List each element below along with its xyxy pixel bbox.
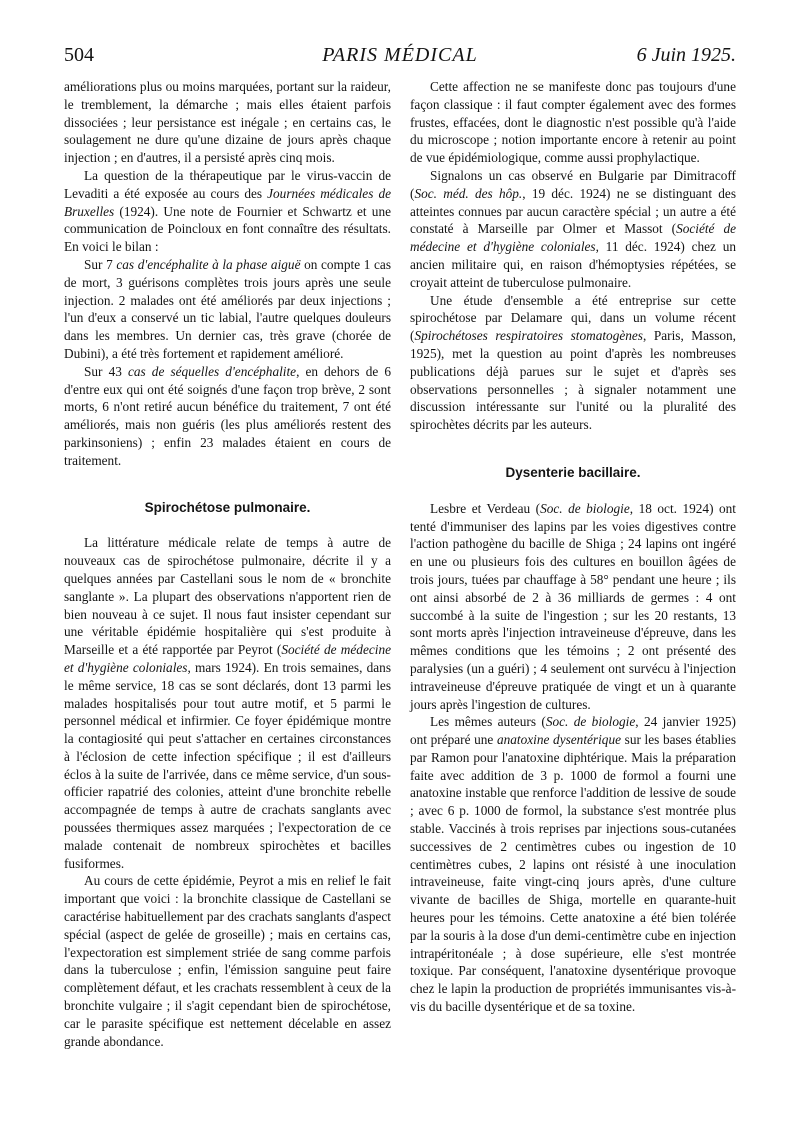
paragraph: Lesbre et Verdeau (Soc. de biologie, 18 oct. 1924) ont tenté d'immuniser des lapins par les voies digestives contre l'action pathogène du bacille de Shiga ; 24 lapins ont ingéré en une ou plusieurs fois des cultures en bouillon âgées de trois jours, tuées par chauffage à 58° pendant une heure ; ils ont ainsi absorbé de 2 à 36 milliards de germes : 4 ont succombé à la suite de l'ingestion ; sur les 20 restants, 13 sont morts après l'injection intraveineuse d'épreuve, dans les mêmes conditions que les témoins ; 2 ont présenté des paralysies (un a guéri) ; 4 seulement ont survécu à l'injection intraveineuse d'épreuve pratiquée de vingt et un à quarante jours après l'ingestion de cultures. xyxy=(410,500,736,712)
left-column xyxy=(64,78,391,1050)
right-column xyxy=(410,78,736,1016)
paragraph: Signalons un cas observé en Bulgarie par Dimitracoff (Soc. méd. des hôp., 19 déc. 1924) ne se distinguant des atteintes connues par aucun caractère spécial ; un autre a été constaté à Marseille par Olmer et Massot (Société de médecine et d'hygiène coloniales, 11 déc. 1924) chez un ancien militaire qui, en raison d'hémoptysies répétées, se croyait atteint de tuberculose pulmonaire. xyxy=(410,167,737,290)
section-title: Dysenterie bacillaire. xyxy=(505,464,641,480)
paragraph: améliorations plus ou moins marquées, portant sur la raideur, le tremblement, la démarche ; mais elles étaient parfois dissociées ; leur persistance est inégale ; en certains cas, le soulagement ne dure qu'une dizaine de jours après chaque injection ; en d'autres, il a persisté après cinq mois. xyxy=(64,79,391,166)
paragraph: Sur 43 cas de séquelles d'encéphalite, en dehors de 6 d'entre eux qui ont été soignés d'une façon trop brève, 2 sont morts, 6 n'ont retiré aucun bénéfice du traitement, 7 ont été améliorés, mais non guéris (les plus améliorés restent des parkinsoniens) ; enfin 23 malades étaient en cours de traitement. xyxy=(64,363,392,468)
paragraph: La littérature médicale relate de temps à autre de nouveaux cas de spirochétose pulmonaire, décrite il y a quelques années par Castellani sous le nom de « bronchite sanglante ». La plupart des observations n'apportent rien de bien nouveau à ce sujet. Il nous faut insister cependant sur une véritable épidémie hospitalière qui s'est produite à Marseille et a été rapportée par Peyrot (Société de médecine et d'hygiène coloniales, mars 1924). En trois semaines, dans le même service, 18 cas se sont déclarés, dont 13 parmi les malades hospitalisés pour tout autre motif, et 5 parmi le personnel médical et infirmier. Ce foyer épidémique montre la contagiosité qui peut s'attacher en certaines circonstances à l'éclosion de cette infection spécifique ; il est d'ailleurs éclos à la suite de l'arrivée, dans ce même service, d'un sous-officier rapatrié des colonies, atteint d'une bronchite rebelle accompagnée de temps à autre de crachats sanglants avec poussées thermiques assez marquées ; l'expectoration de ce malade contenait de nombreux spirochètes et bacilles fusiformes. xyxy=(64,535,391,871)
journal-title: PARIS MÉDICAL xyxy=(322,44,478,66)
paragraph: Au cours de cette épidémie, Peyrot a mis en relief le fait important que voici : la bronchite classique de Castellani se caractérise habituellement par des crachats sanglants d'aspect spécial (aspect de gelée de groseille) ; mais en certains cas, l'expectoration est simplement striée de sang comme parfois dans la tuberculose ; enfin, l'émission sanguine peut faire complètement défaut, et les crachats ressemblent à ceux de la bronchite vulgaire ; il s'agit cependant bien de spirochétose, car le parasite spécifique est nettement décelable en assez grande abondance. xyxy=(64,873,391,1049)
paragraph: Sur 7 cas d'encéphalite à la phase aiguë on compte 1 cas de mort, 3 guérisons complètes trois jours après une seule injection. 2 malades ont été améliorés par deux injections ; l'un d'eux a conservé un tic labial, l'autre quelques douleurs dans les membres. Un dernier cas, très grave (chorée de Dubini), a été très fortement et rapidement amélioré. xyxy=(64,256,391,361)
paragraph: Les mêmes auteurs (Soc. de biologie, 24 janvier 1925) ont préparé une anatoxine dysentérique sur les bases établies par Ramon pour l'anatoxine diphtérique. Mais la préparation faite avec addition de 3 p. 1000 de formol a fourni une anatoxine instable que renforce l'addition de lessive de soude ; avec 6 p. 1000 de formol, la substance s'est montrée plus stable. Vaccinés à trois reprises par injections sous-cutanées successives de 2 centimètres cubes ou ingestion de 10 centimètres cubes, 2 lapins ont résisté à une inoculation intraveineuse, faite vingt-cinq jours après, d'une culture vivante de bacilles de Shiga, mortelle en quarante-huit heures pour les témoins. Cette anatoxine a été bien tolérée par la souris à la dose d'un demi-centimètre cube en injection intrapéritonéale ; à dose supérieure, elle s'est montrée toxique. Par conséquent, l'anatoxine dysentérique provoque chez le lapin la production de propriétés immunisantes vis-à-vis du bacille dysentérique et de sa toxine. xyxy=(410,714,736,1015)
paragraph: Cette affection ne se manifeste donc pas toujours d'une façon classique : il faut compter également avec des formes frustes, effacées, dont le diagnostic n'est possible qu'à l'aide du microscope ; notion importante encore à retenir au point de vue épidémiologique, comme aussi prophylactique. xyxy=(410,79,736,166)
section-title: Spirochétose pulmonaire. xyxy=(144,499,311,515)
paragraph: La question de la thérapeutique par le virus-vaccin de Levaditi a été exposée au cours des Journées médicales de Bruxelles (1924). Une note de Fournier et Schwartz et une communication de Poincloux en font connaître des résultats. En voici le bilan : xyxy=(64,167,391,255)
page-number: 504 xyxy=(64,44,94,66)
page-header xyxy=(64,40,736,70)
issue-date: 6 Juin 1925. xyxy=(636,44,736,66)
paragraph: Une étude d'ensemble a été entreprise sur cette spirochétose par Delamare qui, dans un volume récent (Spirochétoses respiratoires stomatogènes, Paris, Masson, 1925), met la question au point d'après les nombreuses publications déjà parues sur le sujet et d'après ses observations personnelles ; à signaler notamment une discussion intéressante sur l'unité ou la pluralité des spirochètes décrits par les auteurs. xyxy=(410,292,736,433)
